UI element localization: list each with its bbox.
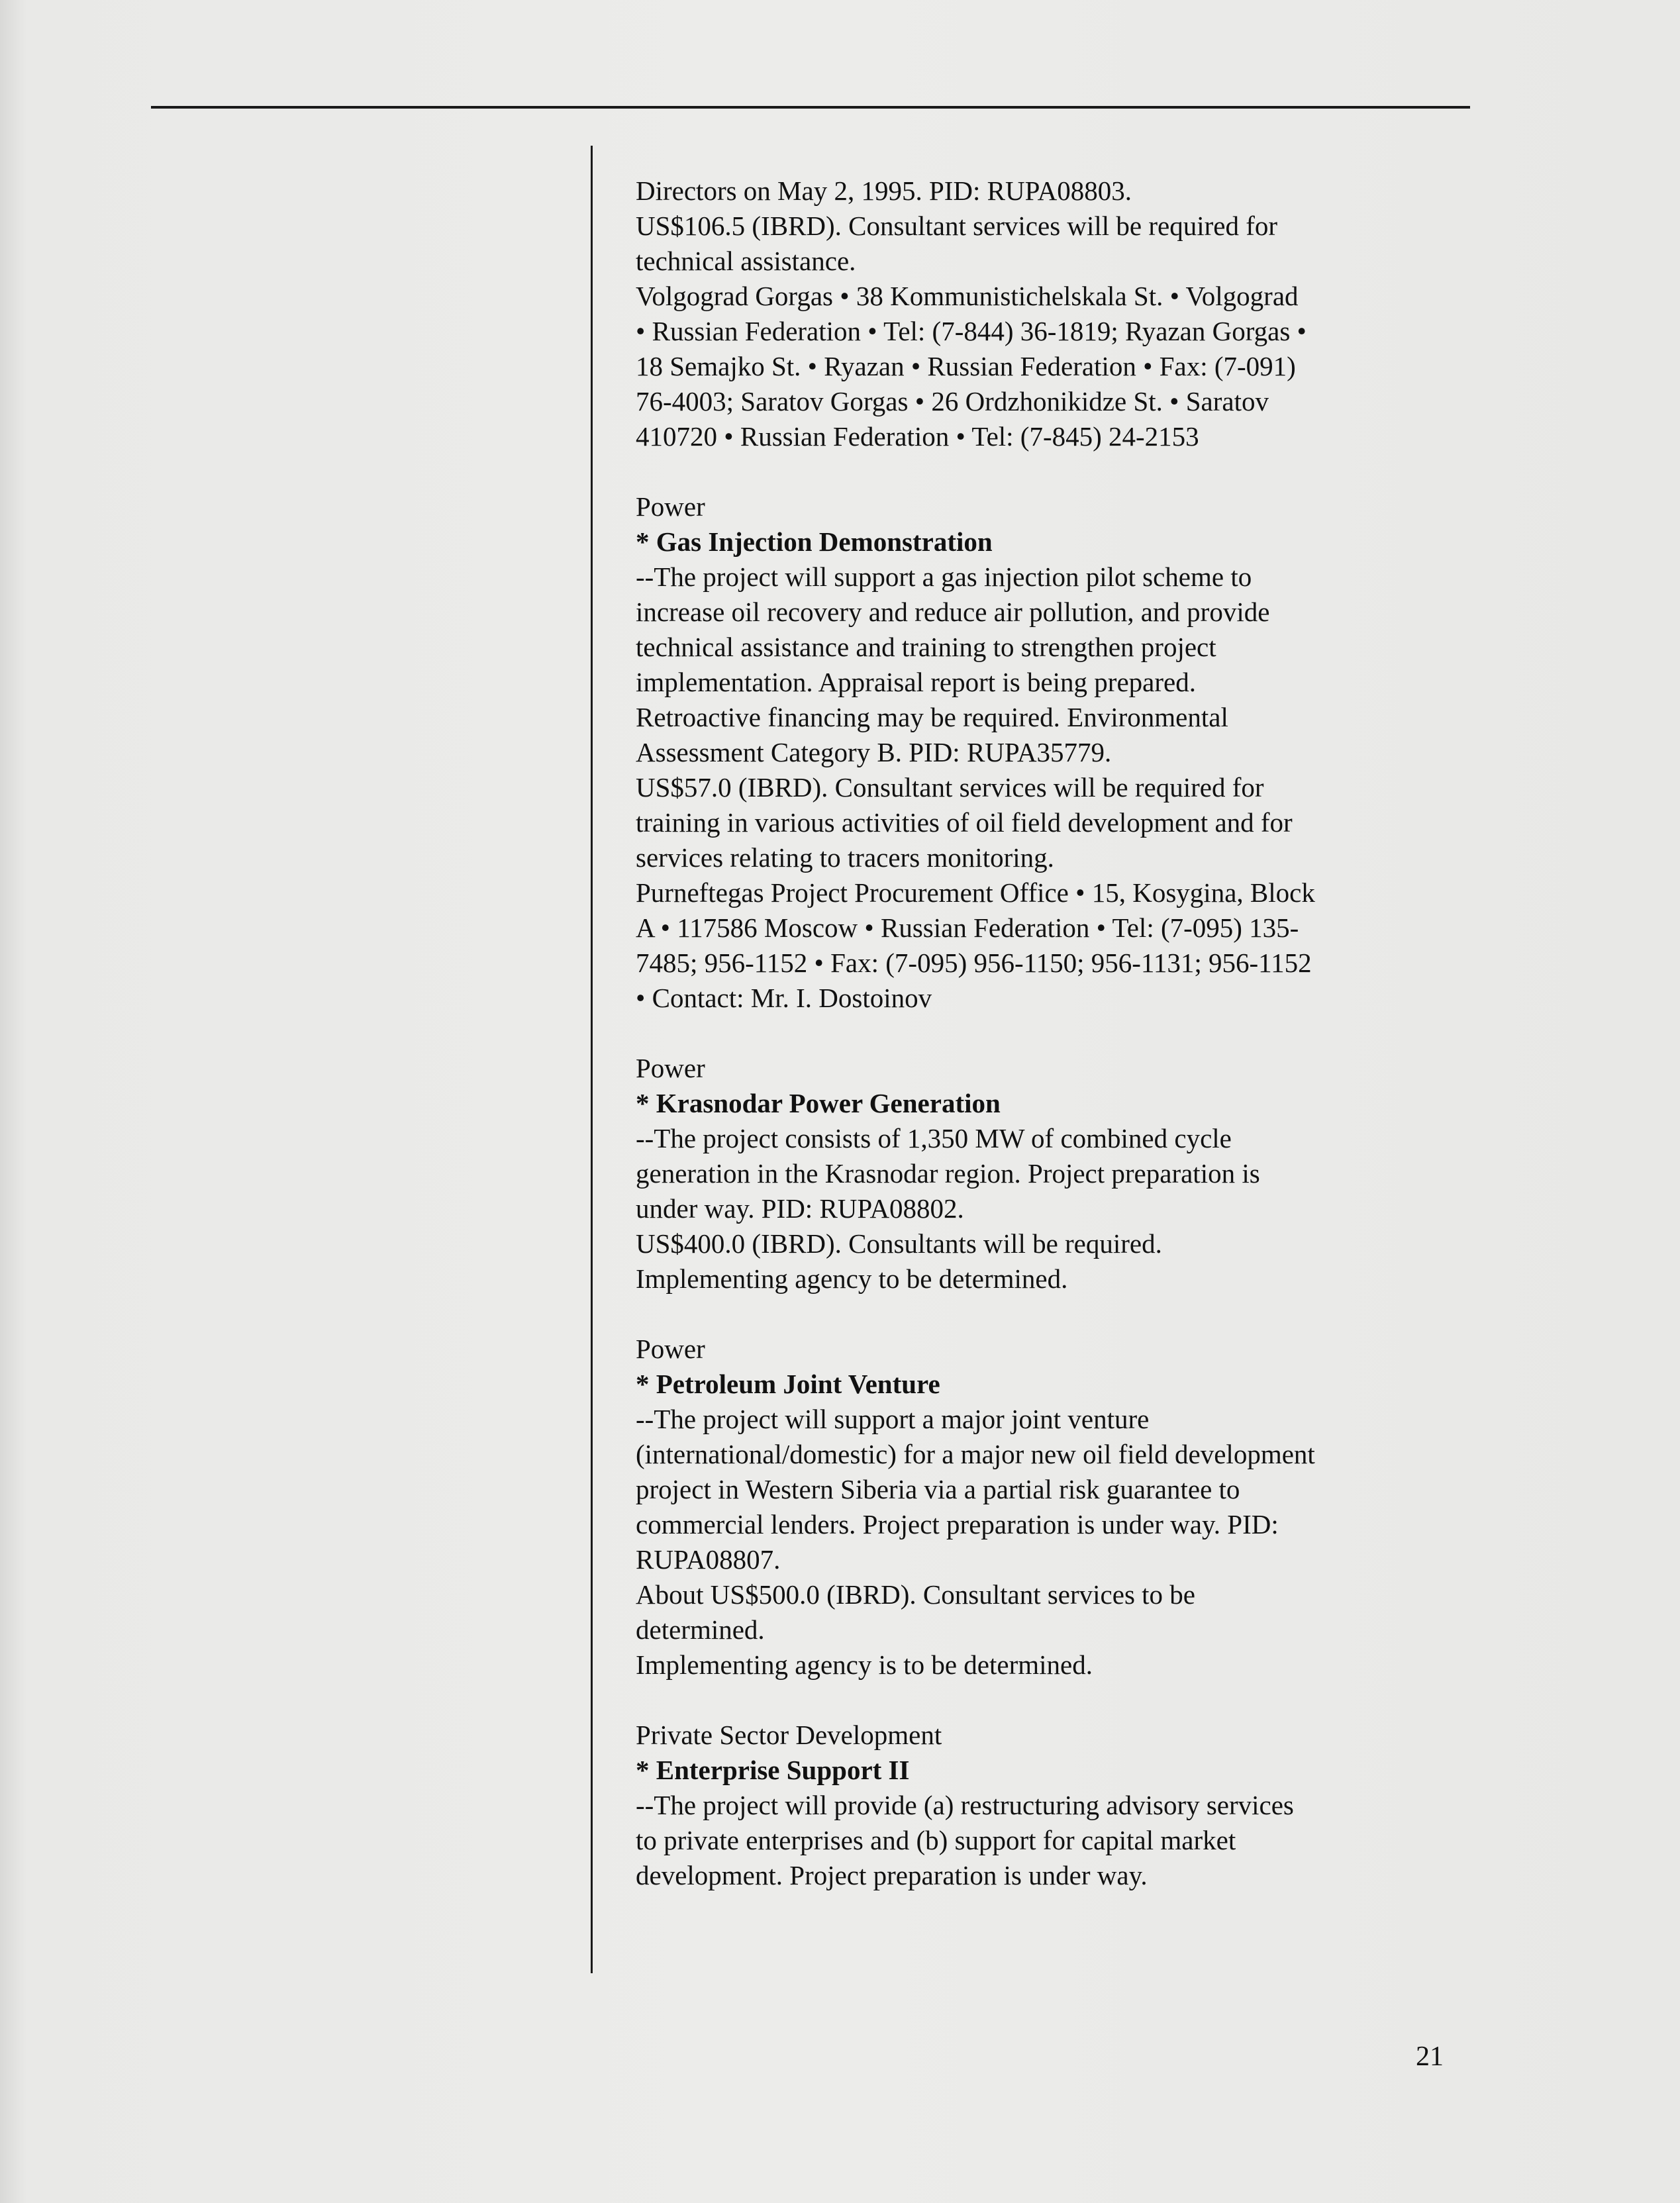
project-title: * Petroleum Joint Venture: [636, 1369, 940, 1399]
project-title: * Enterprise Support II: [636, 1755, 910, 1785]
cost-text: US$400.0 (IBRD). Consultants will be required.: [636, 1228, 1162, 1259]
sector-label: Power: [636, 1053, 705, 1083]
text-line: Directors on May 2, 1995. PID: RUPA08803.: [636, 175, 1132, 206]
cost-text: US$57.0 (IBRD). Consultant services will be required for training in various activities of oil field development and for services relating to tracers monitoring.: [636, 772, 1293, 873]
cost-text: US$106.5 (IBRD). Consultant services will be required for technical assistance.: [636, 211, 1278, 276]
contact-text: Purneftegas Project Procurement Office • 15, Kosygina, Block A • 117586 Moscow • Russian Federation • Tel: (7-095) 135- 7485; 956-1152 • Fax: (7-095) 956-1150; 956-1131; 956-1152 • Contact: Mr. I. Dostoinov: [636, 877, 1315, 1013]
cost-text: About US$500.0 (IBRD). Consultant services to be determined.: [636, 1579, 1195, 1645]
project-entry: [636, 1332, 1470, 1683]
project-title: * Gas Injection Demonstration: [636, 526, 993, 557]
project-description: --The project will support a gas injection pilot scheme to increase oil recovery and reduce air pollution, and provide technical assistance and training to strengthen project implementation. Appraisal report is being prepared. Retroactive financing may be required. Environmental Assessment Category B. PID: RUPA35779.: [636, 562, 1270, 767]
page-number: 21: [1416, 2041, 1444, 2072]
project-entry: [636, 1051, 1470, 1297]
contact-text: Volgograd Gorgas • 38 Kommunistichelskala St. • Volgograd • Russian Federation • Tel: (7-844) 36-1819; Ryazan Gorgas • 18 Semajko St. • Ryazan • Russian Federation • Fax: (7-091) 76-4003; Saratov Gorgas • 26 Ordzhonikidze St. • Saratov 410720 • Russian Federation • Tel: (7-845) 24-2153: [636, 281, 1307, 452]
sector-label: Power: [636, 491, 705, 522]
content-column: [636, 173, 1470, 1893]
sector-label: Private Sector Development: [636, 1720, 942, 1750]
project-description: --The project consists of 1,350 MW of combined cycle generation in the Krasnodar region. Project preparation is under way. PID: RUPA08802.: [636, 1123, 1260, 1224]
contact-text: Implementing agency is to be determined.: [636, 1649, 1093, 1680]
project-description: --The project will support a major joint venture (international/domestic) for a major new oil field development project in Western Siberia via a partial risk guarantee to commercial lenders. Project preparation is under way. PID: RUPA08807.: [636, 1404, 1315, 1575]
contact-text: Implementing agency to be determined.: [636, 1263, 1068, 1294]
column-rule: [591, 146, 593, 1973]
project-description: --The project will provide (a) restructuring advisory services to private enterprises and (b) support for capital market development. Project preparation is under way.: [636, 1790, 1294, 1890]
project-entry: [636, 489, 1470, 1016]
sector-label: Power: [636, 1334, 705, 1364]
project-entry: [636, 1718, 1470, 1893]
top-rule: [151, 106, 1470, 109]
project-title: * Krasnodar Power Generation: [636, 1088, 1001, 1118]
